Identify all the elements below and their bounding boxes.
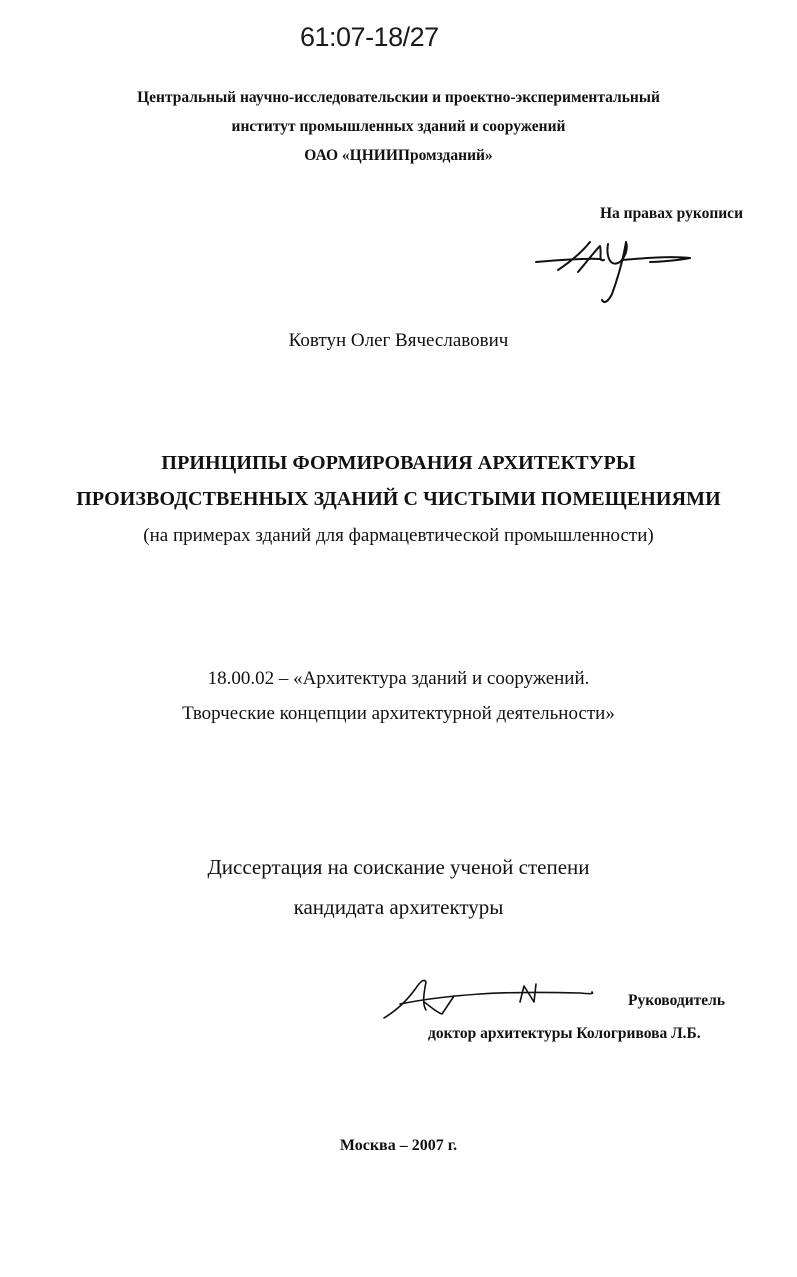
manuscript-rights: На правах рукописи (599, 205, 743, 222)
city-year: Москва – 2007 г. (339, 1137, 458, 1154)
title-subtitle: (на примерах зданий для фармацевтической промышленности) (143, 525, 654, 546)
dissertation-line-1: Диссертация на соискание ученой степени (207, 855, 590, 879)
specialty-line-1: 18.00.02 – «Архитектура зданий и сооружений. (207, 668, 590, 689)
supervisor-signature (380, 972, 610, 1027)
dissertation-line-2: кандидата архитектуры (293, 895, 504, 919)
organization-line-2: институт промышленных зданий и сооружений (231, 118, 566, 135)
archive-stamp: 61:07-18/27 (300, 22, 439, 52)
organization-line-1: Центральный научно-исследовательскии и проектно-экспериментальный (137, 89, 660, 106)
title-line-1: ПРИНЦИПЫ ФОРМИРОВАНИЯ АРХИТЕКТУРЫ (161, 452, 636, 474)
organization-line-3: ОАО «ЦНИИПромзданий» (304, 147, 493, 164)
author-name: Ковтун Олег Вячеславович (288, 330, 509, 351)
title-line-2: ПРОИЗВОДСТВЕННЫХ ЗДАНИЙ С ЧИСТЫМИ ПОМЕЩЕНИЯМИ (76, 488, 721, 510)
author-signature (530, 232, 710, 312)
specialty-line-2: Творческие концепции архитектурной деятельности» (182, 703, 615, 724)
supervisor-name: доктор архитектуры Кологривова Л.Б. (428, 1025, 701, 1042)
supervisor-role: Руководитель (628, 992, 726, 1009)
